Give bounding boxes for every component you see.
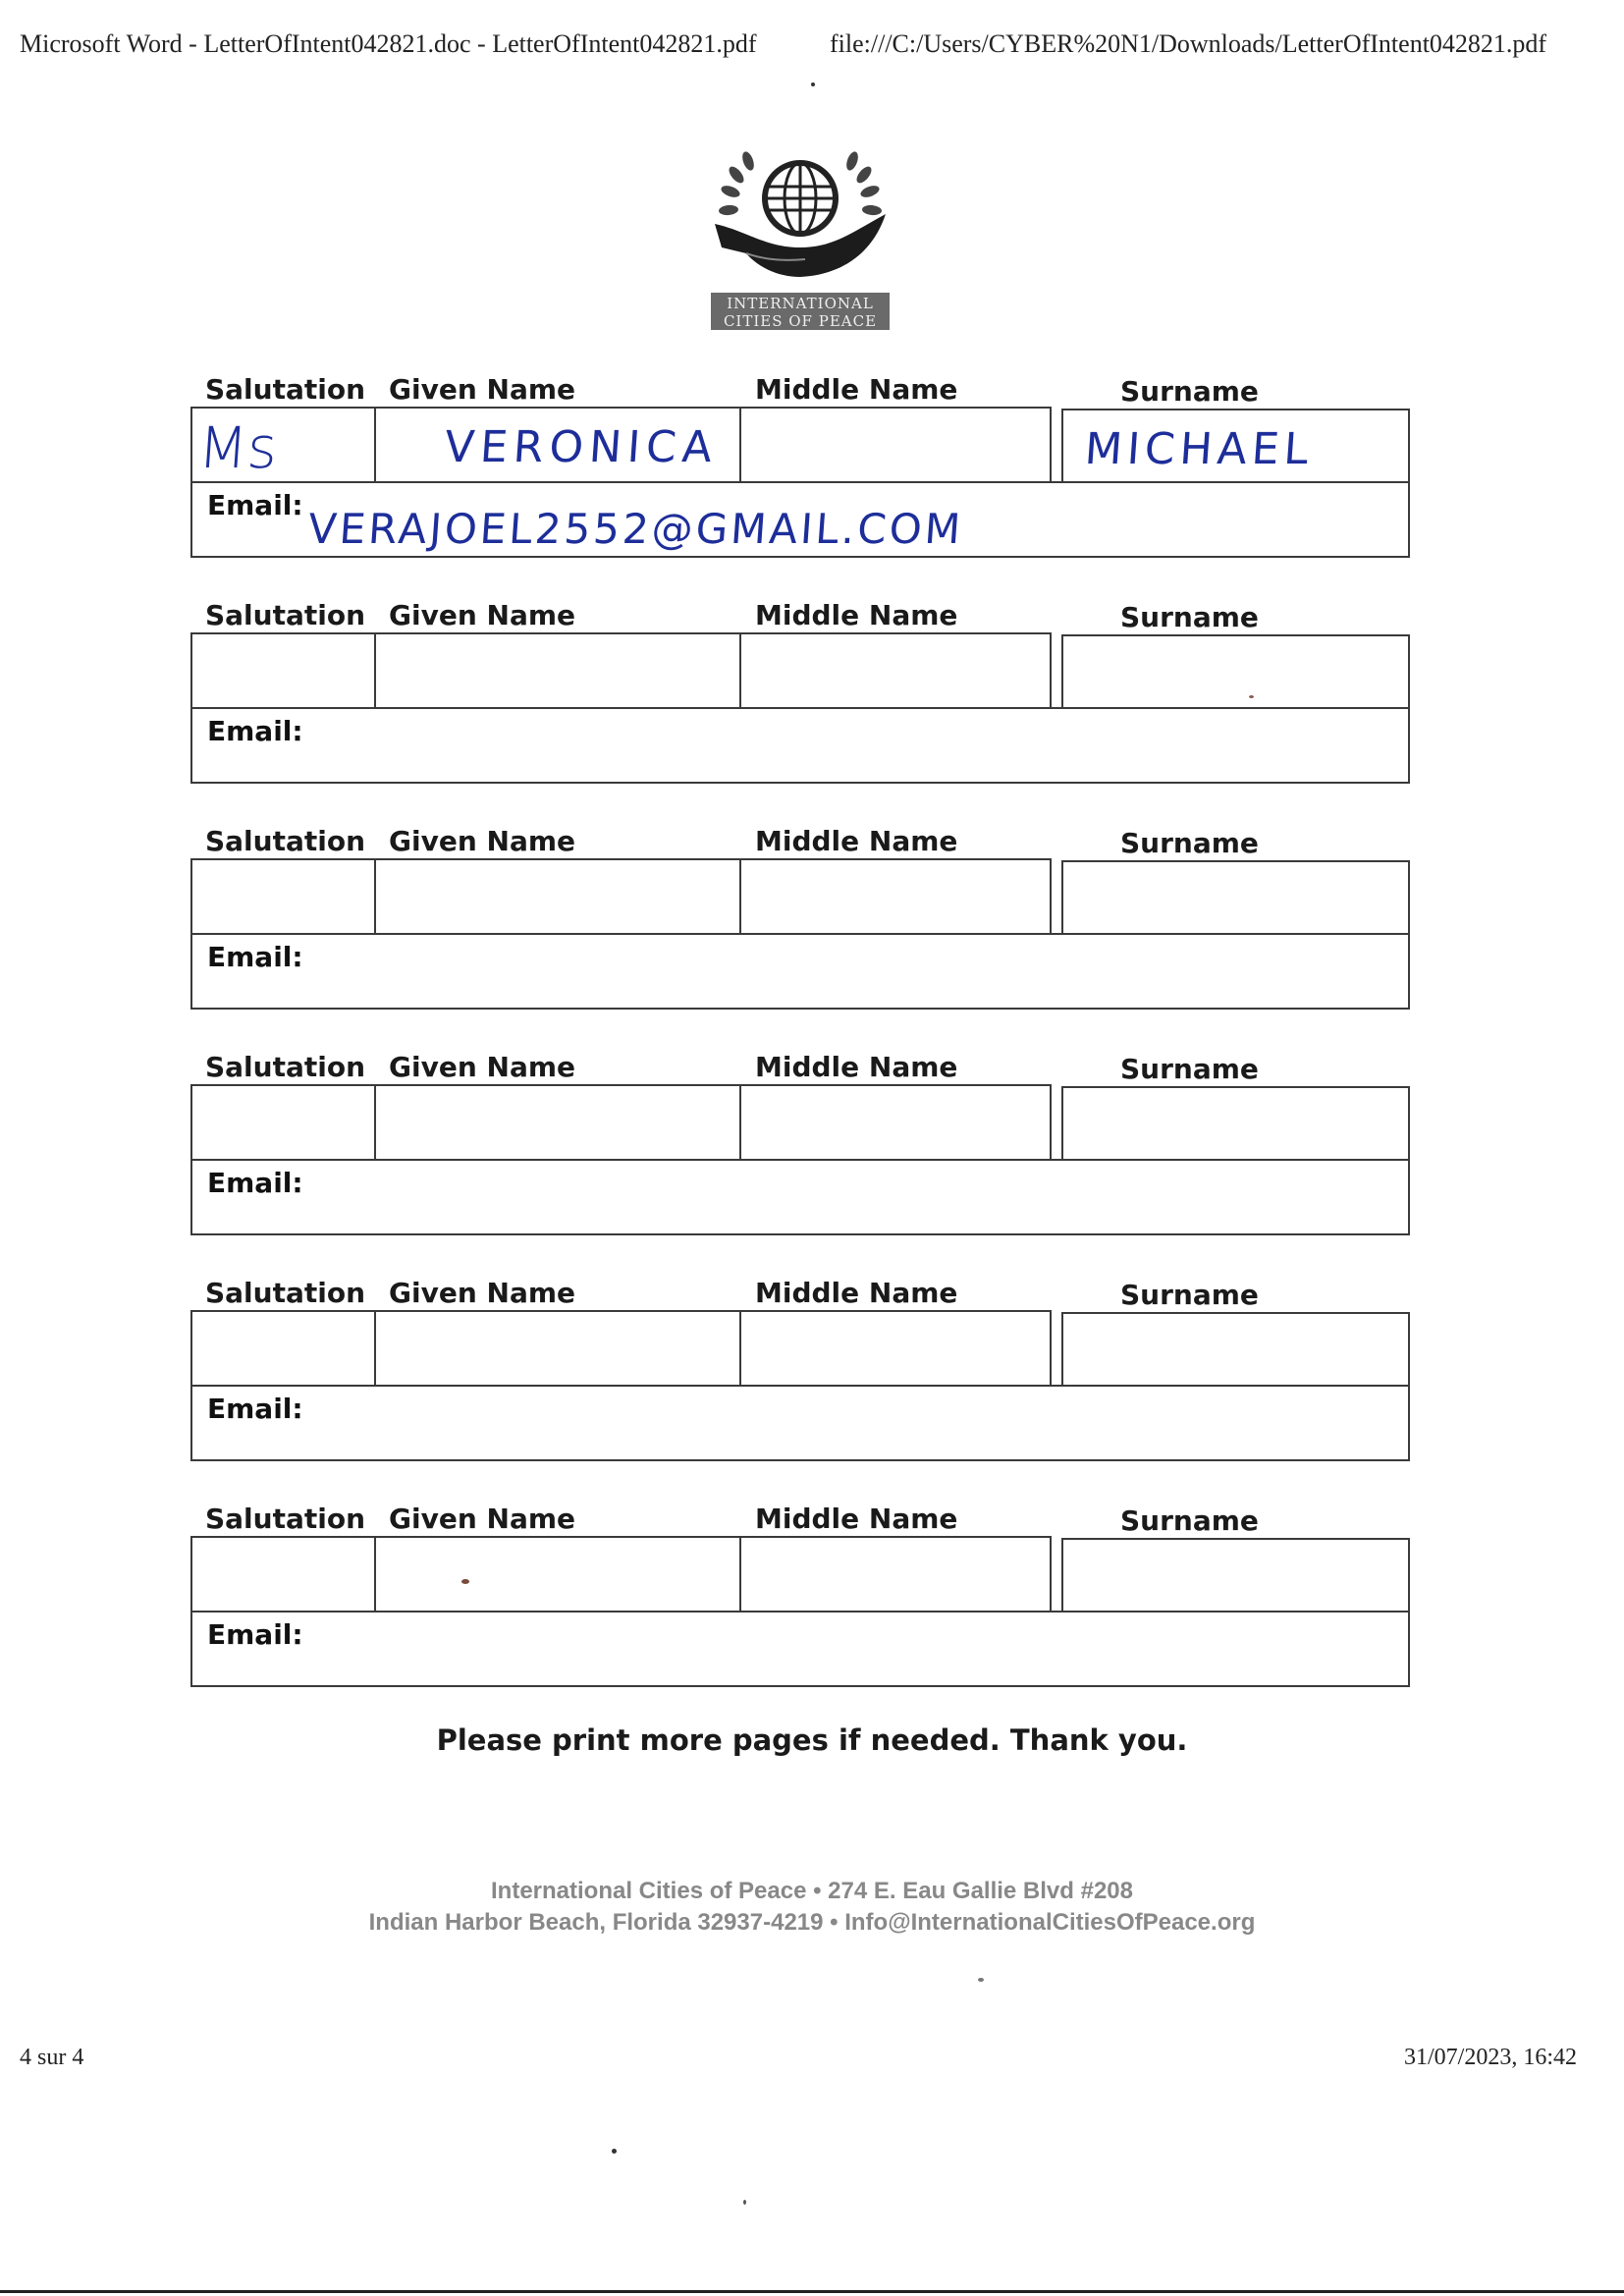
given-name-field[interactable] <box>374 1536 741 1613</box>
salutation-label: Salutation <box>205 1503 366 1535</box>
salutation-field[interactable] <box>190 632 376 709</box>
surname-label: Surname <box>1120 1504 1259 1537</box>
surname-field[interactable] <box>1061 634 1410 709</box>
salutation-label: Salutation <box>205 373 366 406</box>
salutation-value: Ms <box>195 414 280 481</box>
scan-speck <box>811 82 815 86</box>
given-name-field[interactable] <box>374 1084 741 1161</box>
salutation-field[interactable] <box>190 1310 376 1387</box>
scan-speck <box>743 2200 746 2205</box>
print-header <box>20 29 1604 59</box>
email-label: Email: <box>207 1393 303 1425</box>
middle-name-field[interactable] <box>739 858 1052 935</box>
surname-field[interactable] <box>1061 1086 1410 1161</box>
salutation-field[interactable] <box>190 407 376 483</box>
middle-name-label: Middle Name <box>755 825 958 857</box>
middle-name-field[interactable] <box>739 1536 1052 1613</box>
email-label: Email: <box>207 941 303 973</box>
attendee-entry-5 <box>190 1269 1410 1497</box>
given-name-label: Given Name <box>389 1503 575 1535</box>
logo-line-2: CITIES OF PEACE <box>723 312 878 330</box>
salutation-label: Salutation <box>205 599 366 631</box>
middle-name-field[interactable] <box>739 632 1052 709</box>
email-value: VERAJOEL2552@GMAIL.COM <box>306 505 965 553</box>
print-more-note: Please print more pages if needed. Thank you. <box>436 1723 1188 1757</box>
surname-label: Surname <box>1120 827 1259 859</box>
given-name-field[interactable] <box>374 1310 741 1387</box>
footer-address-line-2: Indian Harbor Beach, Florida 32937-4219 • Info@InternationalCitiesOfPeace.org <box>368 1909 1256 1936</box>
email-label: Email: <box>207 715 303 747</box>
middle-name-label: Middle Name <box>755 599 958 631</box>
salutation-field[interactable] <box>190 1536 376 1613</box>
print-datetime: 31/07/2023, 16:42 <box>1403 2045 1577 2070</box>
attendee-entry-3 <box>190 817 1410 1045</box>
logo-line-1: INTERNATIONAL <box>727 295 874 312</box>
footer-address-line-1: International Cities of Peace • 274 E. Eau Gallie Blvd #208 <box>491 1878 1133 1904</box>
given-name-field[interactable] <box>374 407 741 483</box>
given-name-label: Given Name <box>389 1277 575 1309</box>
attendee-entry-1 <box>190 365 1410 593</box>
middle-name-field[interactable] <box>739 1084 1052 1161</box>
given-name-field[interactable] <box>374 632 741 709</box>
scan-speck <box>978 1978 984 1982</box>
middle-name-label: Middle Name <box>755 373 958 406</box>
email-field[interactable] <box>190 933 1410 1010</box>
salutation-field[interactable] <box>190 1084 376 1161</box>
email-label: Email: <box>207 1167 303 1199</box>
given-name-label: Given Name <box>389 825 575 857</box>
attendee-entry-2 <box>190 591 1410 819</box>
surname-label: Surname <box>1120 375 1259 408</box>
email-label: Email: <box>207 489 303 521</box>
middle-name-label: Middle Name <box>755 1503 958 1535</box>
surname-field[interactable] <box>1061 1312 1410 1387</box>
surname-label: Surname <box>1120 1053 1259 1085</box>
salutation-label: Salutation <box>205 825 366 857</box>
email-field[interactable] <box>190 1611 1410 1687</box>
page-number: 4 sur 4 <box>20 2045 84 2070</box>
surname-value: MICHAEL <box>1083 424 1315 474</box>
scan-speck <box>461 1579 469 1584</box>
email-field[interactable] <box>190 1159 1410 1235</box>
given-name-label: Given Name <box>389 1051 575 1083</box>
attendee-entry-6 <box>190 1495 1410 1722</box>
middle-name-field[interactable] <box>739 407 1052 483</box>
middle-name-label: Middle Name <box>755 1051 958 1083</box>
surname-label: Surname <box>1120 1279 1259 1311</box>
surname-field[interactable] <box>1061 1538 1410 1613</box>
given-name-label: Given Name <box>389 373 575 406</box>
salutation-field[interactable] <box>190 858 376 935</box>
email-field[interactable] <box>190 1385 1410 1461</box>
scan-speck <box>612 2149 617 2154</box>
email-label: Email: <box>207 1618 303 1651</box>
given-name-field[interactable] <box>374 858 741 935</box>
middle-name-field[interactable] <box>739 1310 1052 1387</box>
salutation-label: Salutation <box>205 1277 366 1309</box>
international-cities-of-peace-logo <box>707 137 893 334</box>
organization-footer <box>0 1876 1624 1939</box>
given-name-value: VERONICA <box>443 422 720 472</box>
surname-field[interactable] <box>1061 860 1410 935</box>
middle-name-label: Middle Name <box>755 1277 958 1309</box>
print-header-url: file:///C:/Users/CYBER%20N1/Downloads/LetterOfIntent042821.pdf <box>830 29 1547 58</box>
attendee-entry-4 <box>190 1043 1410 1271</box>
email-field[interactable] <box>190 707 1410 784</box>
print-header-title: Microsoft Word - LetterOfIntent042821.doc - LetterOfIntent042821.pdf <box>20 29 757 58</box>
surname-label: Surname <box>1120 601 1259 633</box>
scan-speck <box>1249 695 1254 698</box>
salutation-label: Salutation <box>205 1051 366 1083</box>
surname-field[interactable] <box>1061 409 1410 483</box>
scan-edge-line <box>0 2290 1624 2293</box>
given-name-label: Given Name <box>389 599 575 631</box>
email-field[interactable] <box>190 481 1410 558</box>
